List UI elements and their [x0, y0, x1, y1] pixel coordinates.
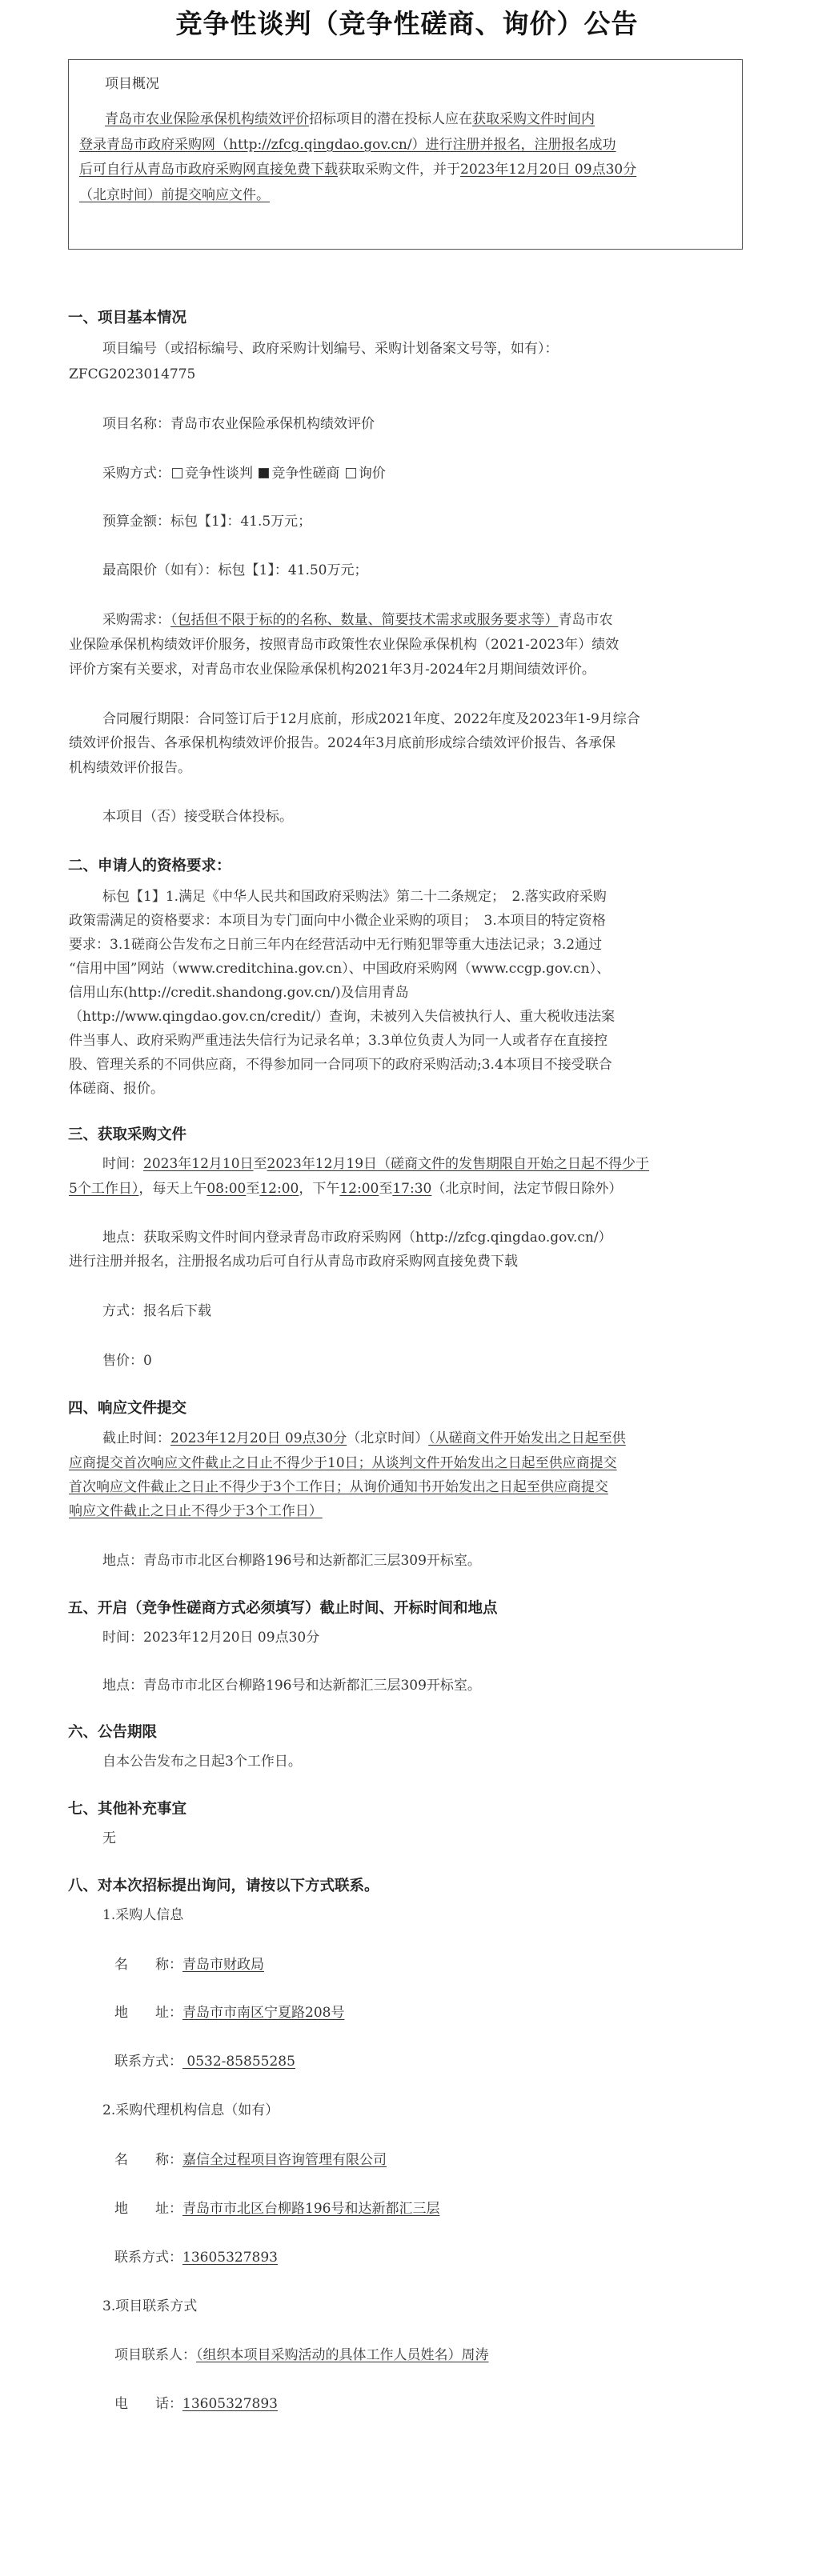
submit-deadline-line-4: 响应文件截止之日止不得少于3个工作日） [69, 1503, 323, 1519]
section-1-heading: 一、项目基本情况 [68, 310, 187, 326]
requirement-line-3: 评价方案有关要求，对青岛市农业保险承保机构2021年3月-2024年2月期间绩效评价。 [69, 662, 595, 678]
section-8-heading: 八、对本次招标提出询问，请按以下方式联系。 [68, 1878, 379, 1894]
section-7-heading: 七、其他补充事宜 [68, 1801, 187, 1818]
project-name: 项目名称：青岛市农业保险承保机构绩效评价 [102, 416, 375, 432]
submit-place: 地点：青岛市市北区台柳路196号和达新都汇三层309开标室。 [102, 1553, 481, 1569]
overview-deadline: 2023年12月20日 09点30分 [460, 162, 637, 178]
qualification-line-7: 件当事人、政府采购严重违法失信行为记录名单；3.3单位负责人为同一人或者存在直接控 [69, 1033, 608, 1049]
qualification-line-3: 要求：3.1磋商公告发布之日前三年内在经营活动中无行贿犯罪等重大违法记录；3.2通过 [69, 937, 603, 953]
submit-deadline-line-1: 截止时间：2023年12月20日 09点30分（北京时间）（从磋商文件开始发出之日起至供 [102, 1430, 626, 1446]
budget-amount: 预算金额：标包【1】：41.5万元； [102, 514, 312, 530]
project-contact-person: 项目联系人：（组织本项目采购活动的具体工作人员姓名）周涛 [114, 2347, 489, 2363]
acquire-mode: 方式：报名后下载 [102, 1303, 211, 1319]
overview-get-time: 获取采购文件时间内 [472, 111, 595, 127]
qualification-line-1: 标包【1】1.满足《中华人民共和国政府采购法》第二十二条规定； 2.落实政府采购 [102, 889, 607, 905]
procurement-method: 采购方式： 竞争性谈判 竞争性磋商 询价 [102, 466, 386, 482]
qualification-line-5: 信用山东(http://credit.shandong.gov.cn/)及信用青岛 [69, 985, 409, 1001]
overview-line-4: （北京时间）前提交响应文件。 [79, 187, 270, 203]
acquire-price: 售价：0 [102, 1353, 152, 1369]
overview-register-link[interactable]: 登录青岛市政府采购网（http://zfcg.qingdao.gov.cn/）进行注册并报名，注册报名成功 [79, 137, 616, 153]
method-checkbox-1 [172, 468, 182, 478]
agency-title: 2.采购代理机构信息（如有） [102, 2102, 279, 2118]
opening-place: 地点：青岛市市北区台柳路196号和达新都汇三层309开标室。 [102, 1678, 481, 1694]
qualification-line-4: “信用中国”网站（www.creditchina.gov.cn）、中国政府采购网（www.ccgp.gov.cn）、 [69, 961, 611, 977]
purchaser-address: 地 址：青岛市市南区宁夏路208号 [114, 2005, 345, 2021]
qualification-line-2: 政策需满足的资格要求：本项目为专门面向中小微企业采购的项目； 3.本项目的特定资格 [69, 913, 606, 929]
overview-project-name: 青岛市农业保险承保机构绩效评价 [105, 111, 309, 127]
project-contact-phone: 电 话：13605327893 [114, 2396, 278, 2412]
contract-term-line-3: 机构绩效评价报告。 [69, 760, 191, 776]
section-3-heading: 三、获取采购文件 [68, 1126, 187, 1143]
qualification-line-9: 体磋商、报价。 [69, 1081, 164, 1097]
agency-name: 名 称：嘉信全过程项目咨询管理有限公司 [114, 2152, 387, 2168]
agency-address: 地 址：青岛市市北区台柳路196号和达新都汇三层 [114, 2201, 440, 2217]
max-price: 最高限价（如有）：标包【1】：41.50万元； [102, 562, 368, 578]
acquire-time-line-2: 5个工作日），每天上午08:00至12:00，下午12:00至17:30（北京时间，法定节假日除外） [69, 1181, 623, 1197]
acquire-place-line-2: 进行注册并报名，注册报名成功后可自行从青岛市政府采购网直接免费下载 [69, 1254, 518, 1270]
submit-deadline-line-2: 应商提交首次响应文件截止之日止不得少于10日；从谈判文件开始发出之日起至供应商提交 [69, 1455, 617, 1471]
overview-line-1: 青岛市农业保险承保机构绩效评价招标项目的潜在投标人应在获取采购文件时间内 [105, 111, 595, 127]
section-6-heading: 六、公告期限 [68, 1724, 158, 1741]
agency-contact: 联系方式：13605327893 [114, 2250, 278, 2266]
other-matters: 无 [102, 1830, 116, 1846]
acquire-place-line-1: 地点：获取采购文件时间内登录青岛市政府采购网（http://zfcg.qingdao.gov.cn/） [102, 1230, 612, 1246]
project-contact-title: 3.项目联系方式 [102, 2298, 198, 2314]
section-2-heading: 二、申请人的资格要求： [68, 858, 231, 874]
project-code: ZFCG2023014775 [69, 366, 196, 382]
requirement-line-2: 业保险承保机构绩效评价服务，按照青岛市政策性农业保险承保机构（2021-2023年）绩效 [69, 637, 620, 653]
contract-term-line-1: 合同履行期限：合同签订后于12月底前，形成2021年度、2022年度及2023年1-9月综合 [102, 711, 640, 727]
overview-line-3: 后可自行从青岛市政府采购网直接免费下载获取采购文件，并于2023年12月20日 09点30分 [79, 162, 637, 178]
purchaser-contact: 联系方式： 0532-85855285 [114, 2054, 295, 2070]
page-title: 竞争性谈判（竞争性磋商、询价）公告 [175, 8, 639, 39]
opening-time: 时间：2023年12月20日 09点30分 [102, 1630, 320, 1646]
overview-line-2 [79, 136, 616, 154]
overview-download: 后可自行从青岛市政府采购网直接免费下载 [79, 162, 338, 178]
method-checkbox-2 [259, 468, 269, 478]
consortium-note: 本项目（否）接受联合体投标。 [102, 809, 293, 825]
requirement-line-1: 采购需求：（包括但不限于标的的名称、数量、简要技术需求或服务要求等）青岛市农 [102, 612, 613, 628]
notice-period: 自本公告发布之日起3个工作日。 [102, 1754, 302, 1770]
purchaser-title: 1.采购人信息 [102, 1907, 184, 1923]
submit-deadline-line-3: 首次响应文件截止之日止不得少于3个工作日；从询价通知书开始发出之日起至供应商提交 [69, 1479, 608, 1495]
purchaser-name: 名 称：青岛市财政局 [114, 1957, 264, 1973]
acquire-time-line-1: 时间：2023年12月10日至2023年12月19日（磋商文件的发售期限自开始之日起不得少于 [102, 1156, 650, 1172]
method-checkbox-3 [346, 468, 356, 478]
section-5-heading: 五、开启（竞争性磋商方式必须填写）截止时间、开标时间和地点 [68, 1600, 498, 1617]
overview-box [68, 59, 743, 250]
section-4-heading: 四、响应文件提交 [68, 1400, 187, 1417]
overview-heading: 项目概况 [105, 76, 159, 92]
qualification-line-6: （http://www.qingdao.gov.cn/credit/）查询，未被列入失信被执行人、重大税收违法案 [69, 1009, 616, 1025]
contract-term-line-2: 绩效评价报告、各承保机构绩效评价报告。2024年3月底前形成综合绩效评价报告、各承保 [69, 735, 616, 751]
qualification-line-8: 股、管理关系的不同供应商，不得参加同一合同项下的政府采购活动;3.4本项目不接受联合 [69, 1057, 612, 1073]
project-code-label: 项目编号（或招标编号、政府采购计划编号、采购计划备案文号等，如有）： [102, 341, 559, 357]
